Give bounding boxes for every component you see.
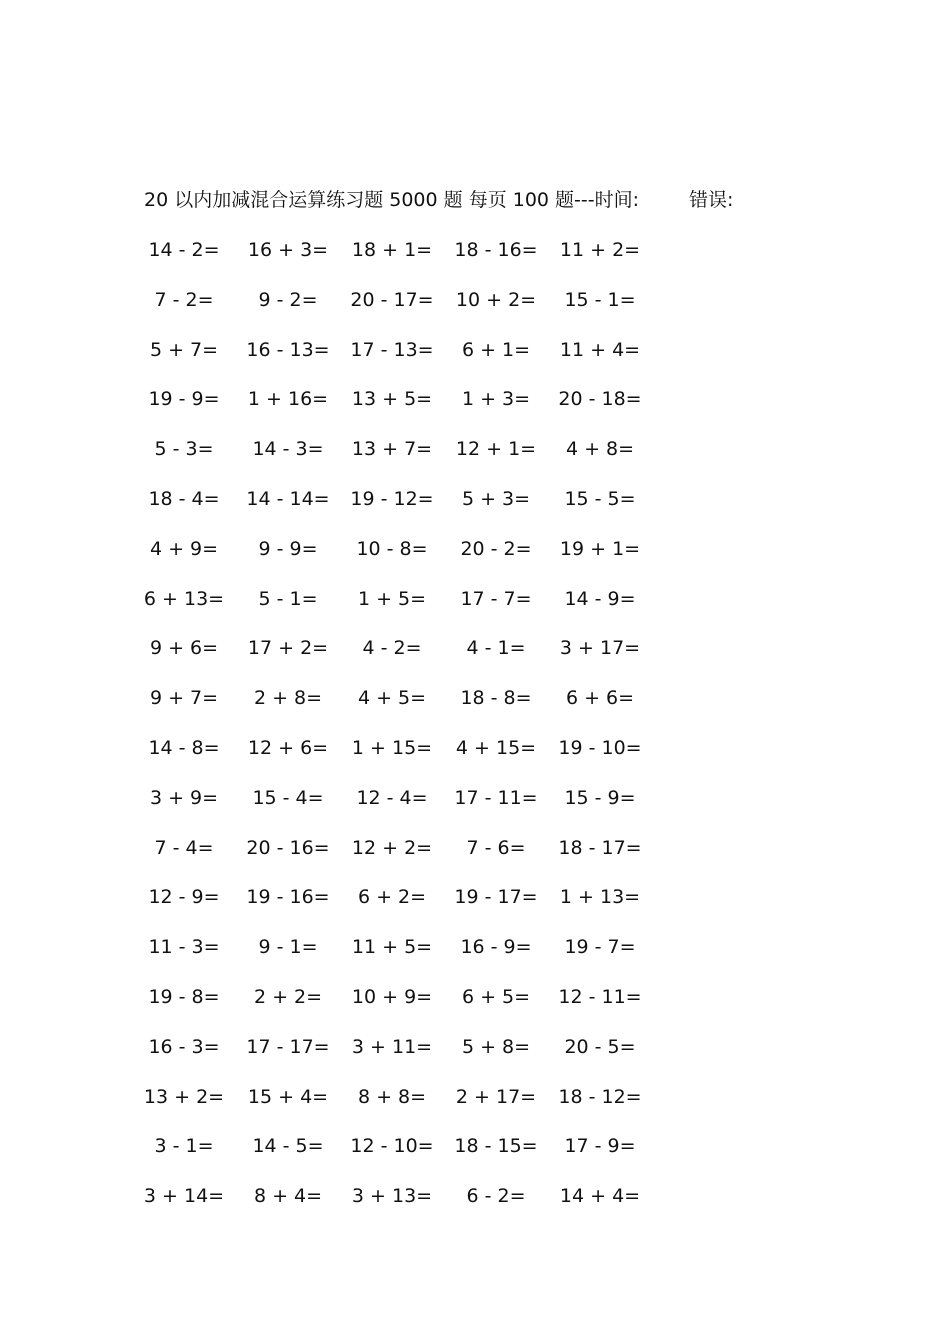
problem-row [146, 1032, 666, 1082]
problem-item: 19 - 17= [454, 886, 538, 909]
problem-item: 19 - 16= [246, 886, 330, 909]
problem-item: 12 - 4= [356, 786, 428, 809]
problem-row [146, 733, 666, 783]
problem-item: 6 - 2= [466, 1185, 526, 1208]
problem-item: 8 + 4= [253, 1185, 323, 1208]
problem-item: 2 + 8= [253, 687, 323, 710]
problem-row [143, 1181, 666, 1231]
problem-item: 19 + 1= [559, 537, 641, 560]
problem-item: 13 + 7= [351, 438, 433, 461]
problem-item: 12 - 10= [350, 1135, 434, 1158]
problem-item: 18 - 15= [454, 1135, 538, 1158]
problem-row [146, 1131, 666, 1181]
problem-item: 11 - 3= [148, 936, 220, 959]
problem-item: 4 + 8= [565, 438, 635, 461]
problem-item: 9 - 1= [258, 936, 318, 959]
problem-row [146, 534, 666, 584]
problem-row [146, 384, 666, 434]
problem-item: 3 - 1= [154, 1135, 214, 1158]
problem-item: 11 + 4= [559, 338, 641, 361]
problem-item: 16 - 9= [460, 936, 532, 959]
worksheet-title: 20 以内加减混合运算练习题 5000 题 每页 100 题--- [144, 189, 595, 211]
problem-item: 5 + 8= [461, 1035, 531, 1058]
problem-row [146, 633, 666, 683]
problem-item: 10 + 9= [351, 985, 433, 1008]
problem-item: 4 + 9= [149, 537, 219, 560]
problem-item: 2 + 2= [253, 985, 323, 1008]
problem-row [146, 982, 666, 1032]
problem-grid [143, 235, 666, 1231]
problem-item: 17 - 13= [350, 338, 434, 361]
problem-item: 9 + 6= [149, 637, 219, 660]
problem-item: 15 - 9= [564, 786, 636, 809]
problem-item: 18 - 16= [454, 239, 538, 261]
problem-item: 3 + 11= [351, 1035, 433, 1058]
problem-item: 9 + 7= [149, 687, 219, 710]
problem-item: 20 - 16= [246, 836, 330, 859]
problem-item: 10 + 2= [455, 288, 537, 311]
problem-item: 1 + 15= [351, 736, 433, 759]
problem-row [143, 1082, 666, 1132]
problem-item: 19 - 9= [148, 388, 220, 411]
problem-item: 5 - 1= [258, 587, 318, 610]
problem-item: 1 + 16= [247, 388, 329, 411]
problem-item: 18 - 4= [148, 487, 220, 510]
problem-item: 3 + 9= [149, 786, 219, 809]
problem-item: 15 - 1= [564, 288, 636, 311]
problem-item: 6 + 6= [565, 687, 635, 710]
problem-item: 6 + 2= [357, 886, 427, 909]
problem-item: 13 + 5= [351, 388, 433, 411]
problem-item: 16 - 13= [246, 338, 330, 361]
problem-item: 20 - 5= [564, 1035, 636, 1058]
problem-item: 19 - 7= [564, 936, 636, 959]
problem-item: 11 + 2= [559, 239, 641, 261]
problem-row [146, 683, 666, 733]
problem-item: 6 + 13= [143, 587, 225, 610]
problem-row [146, 833, 666, 883]
problem-item: 8 + 8= [357, 1085, 427, 1108]
problem-item: 5 + 7= [149, 338, 219, 361]
problem-item: 14 - 14= [246, 487, 330, 510]
problem-item: 9 - 9= [258, 537, 318, 560]
problem-item: 18 - 12= [558, 1085, 642, 1108]
problem-item: 19 - 12= [350, 487, 434, 510]
problem-item: 15 - 4= [252, 786, 324, 809]
problem-item: 17 - 11= [454, 786, 538, 809]
problem-item: 20 - 18= [558, 388, 642, 411]
problem-row [146, 783, 666, 833]
problem-item: 7 - 2= [154, 288, 214, 311]
problem-row [143, 584, 666, 634]
problem-item: 14 - 9= [564, 587, 636, 610]
problem-item: 3 + 13= [351, 1185, 433, 1208]
problem-item: 12 + 6= [247, 736, 329, 759]
problem-item: 17 - 7= [460, 587, 532, 610]
problem-row [146, 932, 666, 982]
problem-item: 18 - 8= [460, 687, 532, 710]
problem-item: 7 - 4= [154, 836, 214, 859]
problem-row [146, 484, 666, 534]
problem-item: 7 - 6= [466, 836, 526, 859]
problem-item: 19 - 8= [148, 985, 220, 1008]
problem-item: 14 - 5= [252, 1135, 324, 1158]
problem-row [146, 285, 666, 335]
problem-row [146, 434, 666, 484]
problem-item: 14 - 2= [148, 239, 220, 261]
problem-item: 16 - 3= [148, 1035, 220, 1058]
problem-item: 20 - 2= [460, 537, 532, 560]
problem-item: 17 - 17= [246, 1035, 330, 1058]
problem-item: 5 + 3= [461, 487, 531, 510]
problem-row [146, 882, 666, 932]
problem-item: 11 + 5= [351, 936, 433, 959]
problem-item: 18 - 17= [558, 836, 642, 859]
problem-item: 5 - 3= [154, 438, 214, 461]
problem-item: 13 + 2= [143, 1085, 225, 1108]
problem-row [146, 335, 666, 385]
problem-item: 12 - 9= [148, 886, 220, 909]
problem-item: 14 - 8= [148, 736, 220, 759]
problem-item: 1 + 3= [461, 388, 531, 411]
problem-item: 19 - 10= [558, 736, 642, 759]
problem-item: 20 - 17= [350, 288, 434, 311]
problem-item: 10 - 8= [356, 537, 428, 560]
problem-item: 15 + 4= [247, 1085, 329, 1108]
problem-row [146, 235, 666, 285]
problem-item: 12 - 11= [558, 985, 642, 1008]
problem-item: 12 + 2= [351, 836, 433, 859]
problem-item: 14 - 3= [252, 438, 324, 461]
problem-item: 1 + 5= [357, 587, 427, 610]
problem-item: 2 + 17= [455, 1085, 537, 1108]
problem-item: 9 - 2= [258, 288, 318, 311]
problem-item: 3 + 17= [559, 637, 641, 660]
error-label: 错误: [689, 189, 734, 211]
problem-item: 12 + 1= [455, 438, 537, 461]
problem-item: 1 + 13= [559, 886, 641, 909]
problem-item: 4 + 15= [455, 736, 537, 759]
problem-item: 17 + 2= [247, 637, 329, 660]
problem-item: 4 - 1= [466, 637, 526, 660]
problem-item: 14 + 4= [559, 1185, 641, 1208]
problem-item: 6 + 1= [461, 338, 531, 361]
problem-item: 3 + 14= [143, 1185, 225, 1208]
problem-item: 17 - 9= [564, 1135, 636, 1158]
problem-item: 6 + 5= [461, 985, 531, 1008]
problem-item: 4 + 5= [357, 687, 427, 710]
problem-item: 15 - 5= [564, 487, 636, 510]
problem-item: 16 + 3= [247, 239, 329, 261]
worksheet-header [144, 186, 734, 214]
time-label: 时间: [594, 189, 640, 211]
problem-item: 4 - 2= [362, 637, 422, 660]
problem-item: 18 + 1= [351, 239, 433, 261]
